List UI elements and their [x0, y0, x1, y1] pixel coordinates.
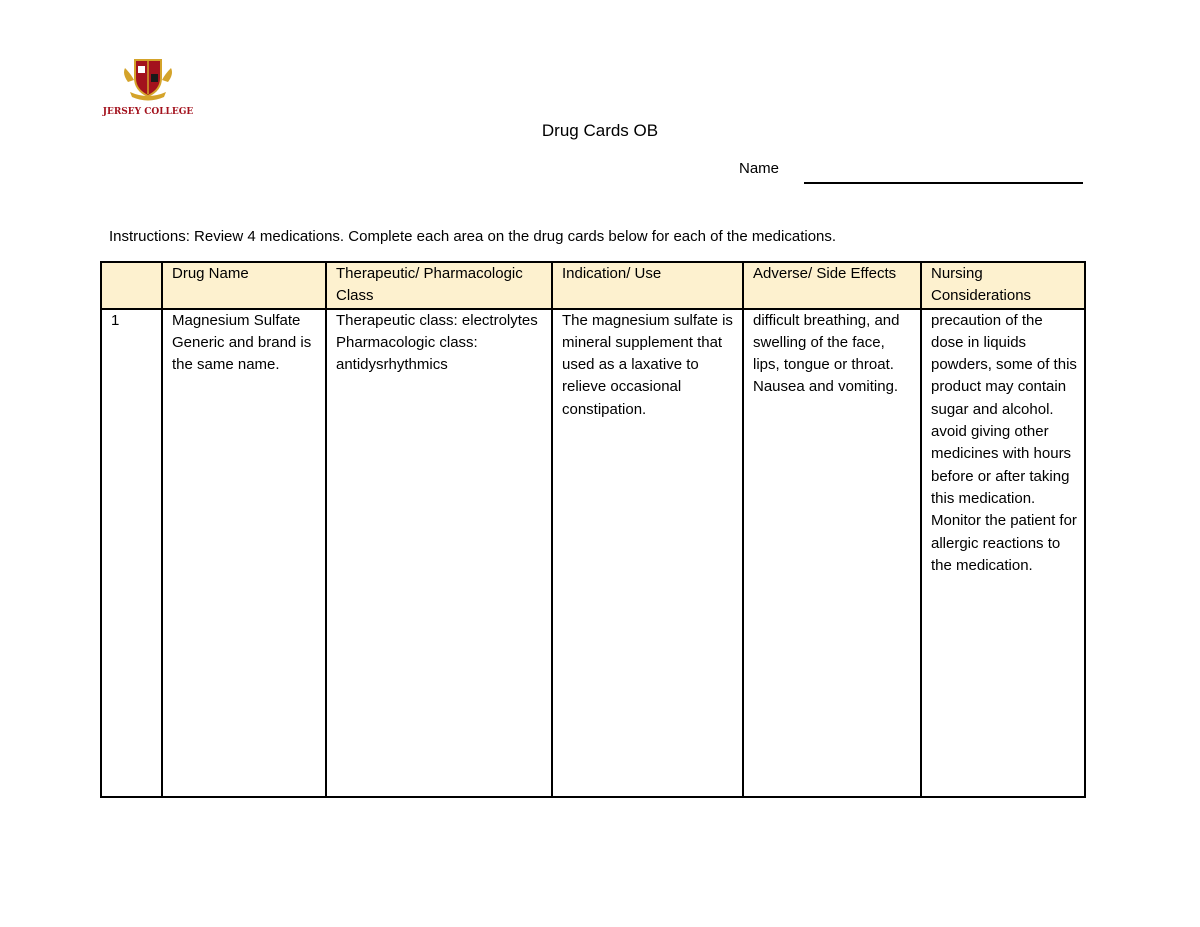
cell-number-text: 1	[111, 311, 120, 329]
cell-number[interactable]	[101, 309, 162, 797]
cell-drug-name[interactable]	[162, 309, 326, 797]
page-title: Drug Cards OB	[541, 121, 659, 140]
column-header-drug-name: Drug Name	[162, 262, 326, 309]
name-field-line[interactable]	[804, 182, 1083, 184]
cell-drug-name-text: Magnesium Sulfate Generic and brand is the same name.	[172, 311, 312, 374]
cell-nursing-considerations[interactable]	[921, 309, 1085, 797]
cell-nursing-considerations-text: precaution of the dose in liquids powders, some of this product may contain sugar and alcohol. avoid giving other medicines with hours before or after taking this medication. Monitor the patient for allergic reactions to the medication.	[931, 311, 1077, 574]
name-label: Name	[739, 160, 780, 177]
cell-indication-text: The magnesium sulfate is mineral supplement that used as a laxative to relieve occasional constipation.	[562, 311, 733, 418]
logo-wordmark: JERSEY COLLEGE	[102, 107, 194, 117]
jersey-college-logo	[102, 56, 194, 118]
cell-indication[interactable]	[552, 309, 743, 797]
cell-side-effects-text: difficult breathing, and swelling of the face, lips, tongue or throat. Nausea and vomiting.	[753, 311, 900, 396]
cell-side-effects[interactable]	[743, 309, 921, 797]
column-header-side-effects: Adverse/ Side Effects	[743, 262, 921, 309]
column-header-indication: Indication/ Use	[552, 262, 743, 309]
table-header-row	[101, 262, 1085, 309]
column-header-number	[101, 262, 162, 309]
instructions-text: Instructions: Review 4 medications. Complete each area on the drug cards below for each of the medications.	[109, 228, 837, 245]
jersey-college-crest-icon	[102, 56, 194, 118]
table-row	[101, 309, 1085, 797]
drug-card-table	[100, 261, 1086, 798]
column-header-class: Therapeutic/ Pharmacologic Class	[326, 262, 552, 309]
cell-class[interactable]	[326, 309, 552, 797]
cell-class-text: Therapeutic class: electrolytes Pharmacologic class: antidysrhythmics	[336, 311, 538, 374]
column-header-nursing-considerations: Nursing Considerations	[921, 262, 1085, 309]
